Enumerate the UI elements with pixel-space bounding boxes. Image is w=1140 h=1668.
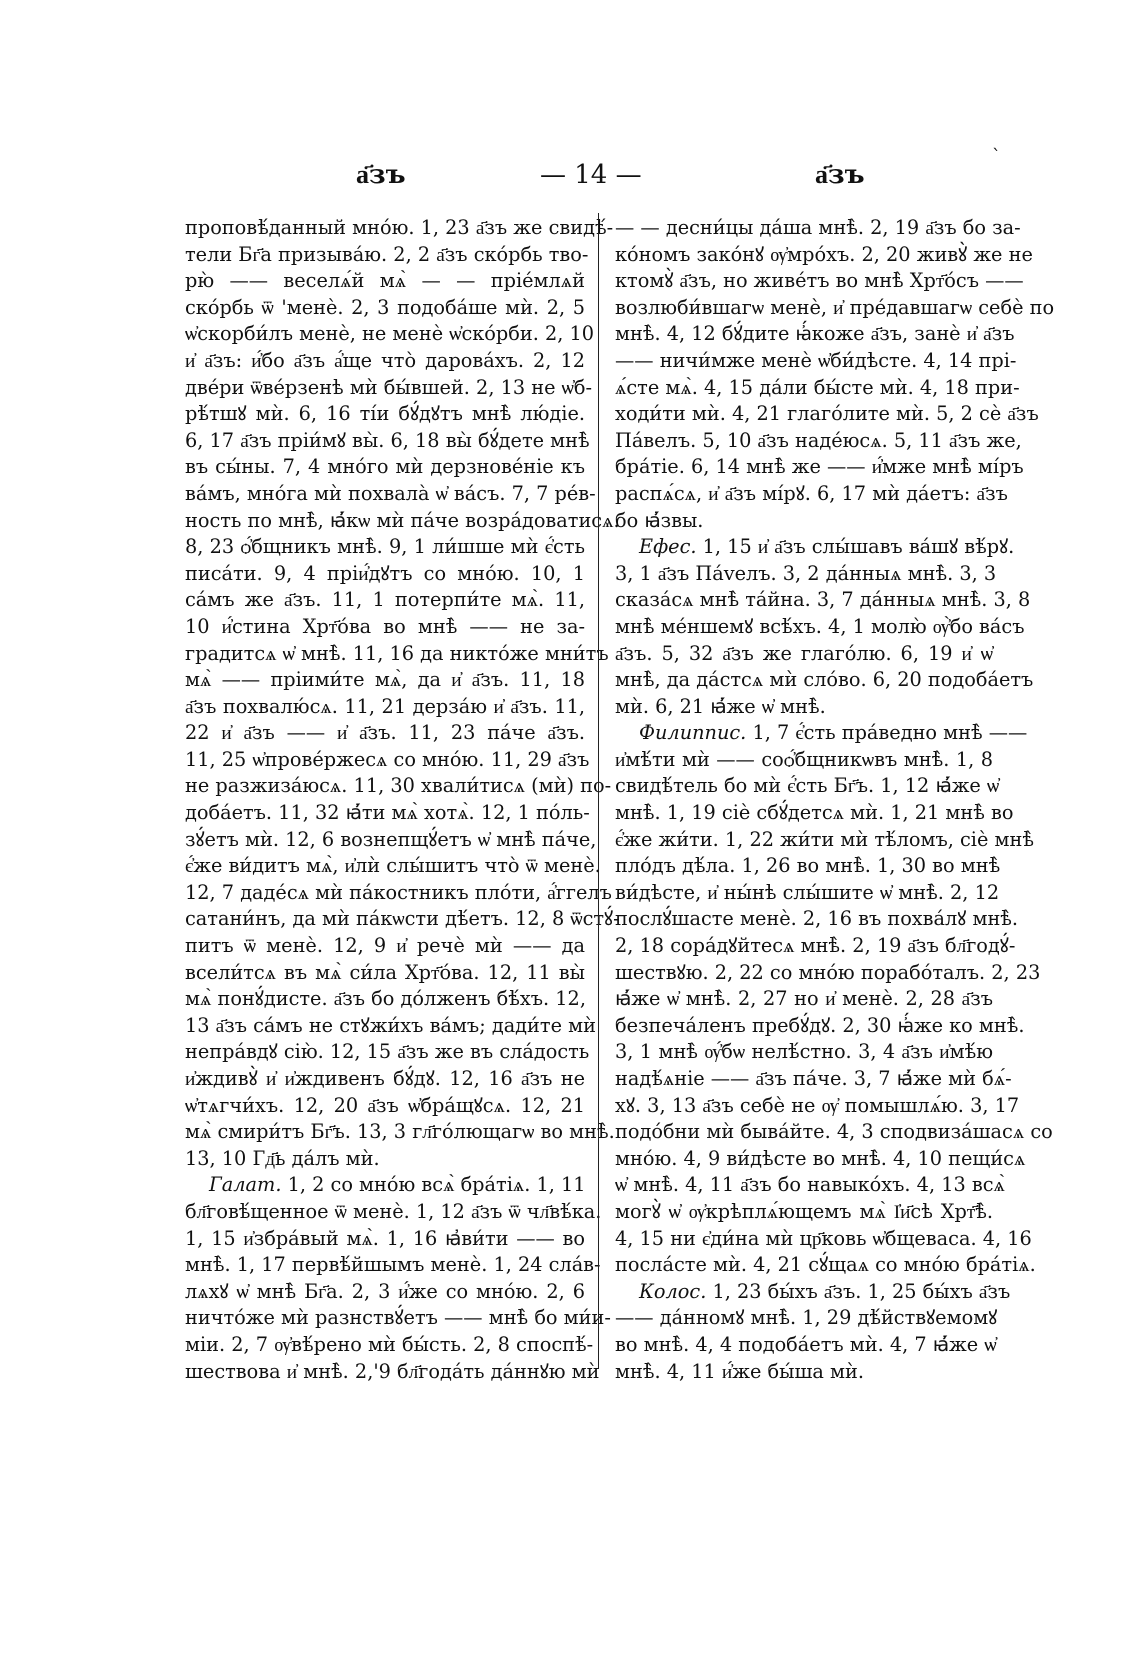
line-text: бра́тіе. 6, 14 мнѣ̀ же —— и҆́мже мнѣ̀ мі́ръ: [615, 455, 1024, 479]
running-headword-right: а҃зъ: [815, 160, 865, 190]
text-line: [185, 933, 585, 960]
line-text: ность по мнѣ̀, ꙗ҆́кѡ мѝ па́че возра́доватисѧ.: [185, 508, 620, 532]
line-text: бо ꙗ҆́звы.: [615, 508, 704, 532]
line-text: пло́дъ дѣ́ла. 1, 26 во мнѣ̀. 1, 30 во мнѣ̀: [615, 854, 1001, 878]
text-line: [615, 1039, 993, 1066]
line-text: мѧ̀ —— пріими́те мѧ̀, да и҆ а҃зъ. 11, 18: [185, 668, 585, 692]
text-line: [615, 1199, 993, 1226]
line-text: распѧ́сѧ, и҆ а҃зъ мі́рꙋ. 6, 17 мѝ да́етъ: а҃зъ: [615, 481, 1008, 505]
line-text: міи. 2, 7 ѹ҆вѣ́рено мѝ бы́сть. 2, 8 споспѣ́-: [185, 1332, 594, 1356]
text-line: [185, 880, 612, 907]
text-line: [185, 428, 590, 455]
line-text: мѧ̀ понꙋ́дисте. а҃зъ бо до́лженъ бѣ́хъ. 12,: [185, 987, 586, 1011]
left-column: [185, 215, 620, 1385]
line-text: послꙋ́шасте менѐ. 2, 16 въ похва́лꙋ мнѣ̀.: [615, 907, 1019, 931]
line-text: сказа́сѧ мнѣ̀ та́йна. 3, 7 да́нныѧ мнѣ̀. 3, 8: [615, 588, 1031, 612]
text-line: [615, 1119, 1053, 1146]
line-text: посла́сте мѝ. 4, 21 сꙋ́щаѧ со мно́ю бра́тіѧ.: [615, 1253, 1036, 1277]
text-line: [615, 1305, 998, 1332]
stray-mark: ˋ: [992, 146, 1001, 167]
text-line: [615, 880, 1000, 907]
text-line: [185, 242, 589, 269]
text-line: [185, 1199, 602, 1226]
text-line: [615, 667, 1034, 694]
text-line: [185, 1252, 601, 1279]
line-text: и҆мѣ́ти мѝ —— соѻ҆́бщникѡвъ мнѣ̀. 1, 8: [615, 747, 993, 771]
text-line: [615, 1093, 1020, 1120]
line-text: ꙗ҆́же ѡ҆ мнѣ̀. 2, 27 но и҆ менѐ. 2, 28 а҃зъ: [615, 987, 993, 1011]
text-line: [185, 508, 620, 535]
text-line: [185, 960, 585, 987]
line-text: хꙋ. 3, 13 а҃зъ себѐ не ѹ҆ помышлѧ́ю. 3, 17: [615, 1093, 1020, 1117]
line-text: ѡ҆скорби́лъ менѐ, не менѐ ѡ҆ско́рби. 2, 10: [185, 322, 595, 346]
line-text: рю̀ —— веселѧ́й мѧ̀ — — пріе́млѧй: [185, 269, 585, 293]
line-text: ничто́же мѝ разнствꙋ́етъ —— мнѣ̀ бо ми́и-: [185, 1306, 611, 1330]
line-text: градитсѧ ѡ҆ мнѣ̀. 11, 16 да никто́же мни́тъ: [185, 641, 609, 665]
line-text: ѡ҆тѧгчи́хъ. 12, 20 а҃зъ ѡ҆бра́щꙋсѧ. 12, 21: [185, 1093, 585, 1117]
text-line: [615, 375, 1020, 402]
line-text: є҆́же жи́ти. 1, 22 жи́ти мѝ тѣ́ломъ, сіѐ мнѣ̀: [615, 827, 1034, 851]
text-line: [615, 321, 1015, 348]
line-text: мнѣ̀ ме́ншемꙋ всѣ́хъ. 4, 1 молю̀ ѹ҆̀бо ва́съ: [615, 614, 1025, 638]
line-text: 10 и҆́стина Хрт҃о́ва во мнѣ̀ —— не за-: [185, 614, 585, 638]
line-text: 11, 25 ѡ҆прове́ржесѧ со мно́ю. 11, 29 а҃зъ: [185, 747, 590, 771]
line-text: подо́бни мѝ быва́йте. 4, 3 сподвиза́шасѧ со: [615, 1120, 1053, 1144]
line-text: лѧхꙋ ѡ҆ мнѣ̀ Бг҃а. 2, 3 и҆́же со мно́ю. 2, 6: [185, 1279, 585, 1303]
text-line: [185, 694, 585, 721]
text-line: [615, 1013, 1025, 1040]
text-line: [185, 641, 609, 668]
line-text: безпеча́ленъ пребꙋ́дꙋ. 2, 30 ꙗ҆́же ко мнѣ̀.: [615, 1013, 1025, 1037]
text-line: [185, 1305, 611, 1332]
line-text: ва́мъ, мно́га мѝ похвала̀ ѡ҆ ва́съ. 7, 7 ре́в-: [185, 481, 596, 505]
text-line: [615, 853, 1001, 880]
text-line: [615, 1066, 1012, 1093]
line-text: ви́дѣсте, и҆ ны́нѣ слы́шите ѡ҆ мнѣ̀. 2, 12: [615, 880, 1000, 904]
text-line: [185, 321, 595, 348]
line-text: —— ничи́мже менѐ ѡ҆би́дѣсте. 4, 14 прі-: [615, 348, 1017, 372]
line-text: возлюби́вшагѡ менѐ, и҆ пре́давшагѡ себѐ по: [615, 295, 1055, 319]
text-line: [185, 534, 585, 561]
text-line: [615, 1146, 1026, 1173]
text-line: [615, 1226, 1032, 1253]
text-line: [615, 800, 1014, 827]
line-text: во мнѣ̀. 4, 4 подоба́етъ мѝ. 4, 7 ꙗ҆́же ѡ҆: [615, 1332, 997, 1356]
line-text: 12, 7 даде́сѧ мѝ па́костникъ пло́ти, а҆́ггелъ: [185, 880, 612, 904]
text-line: [185, 853, 601, 880]
book-reference: Галат.: [209, 1173, 282, 1197]
book-reference: Колос.: [639, 1279, 707, 1303]
line-text: 1, 2 со мно́ю всѧ̀ бра́тіѧ. 1, 11: [287, 1173, 586, 1197]
text-line: [615, 454, 1024, 481]
line-text: мнѣ̀, да да́стсѧ мѝ сло́во. 6, 20 подоба́етъ: [615, 668, 1034, 692]
line-text: зꙋ́етъ мѝ. 12, 6 вознепщꙋ́етъ ѡ҆ мнѣ̀ па́че,: [185, 827, 597, 851]
line-text: доба́етъ. 11, 32 ꙗ҆́ти мѧ̀ хотѧ̀. 12, 1 по́ль-: [185, 801, 590, 825]
line-text: 1, 23 бы́хъ а҃зъ. 1, 25 бы́хъ а҃зъ: [712, 1279, 1011, 1303]
line-text: 6, 17 а҃зъ пріи́мꙋ вы̀. 6, 18 вы̀ бꙋ́дете мнѣ̀: [185, 428, 590, 452]
text-line: [615, 348, 1017, 375]
line-text: 13, 10 Гд҃ь да́лъ мѝ.: [185, 1146, 380, 1170]
line-text: и҆ а҃зъ: и҆́бо а҃зъ а҆́ще что̀ дарова́хъ. 2, 12: [185, 348, 585, 372]
line-text: шествꙋю. 2, 22 со мно́ю порабо́талъ. 2, 23: [615, 960, 1041, 984]
line-text: мнѣ̀. 1, 17 первѣ́йшымъ менѐ. 1, 24 сла́в-: [185, 1253, 601, 1277]
line-text: са́мъ же а҃зъ. 11, 1 потерпи́те мѧ̀. 11,: [185, 588, 585, 612]
text-line: [615, 933, 1016, 960]
text-line: [185, 747, 590, 774]
text-line: [615, 614, 1025, 641]
text-line: [185, 215, 614, 242]
line-text: — — десни́цы да́ша мнѣ̀. 2, 19 а҃зъ бо за-: [615, 216, 1021, 239]
text-line: [185, 561, 585, 588]
text-line: [185, 1359, 600, 1386]
text-line: [185, 1332, 594, 1359]
line-text: всели́тсѧ въ мѧ̀ си́ла Хрт҃о́ва. 12, 11 вы̀: [185, 960, 585, 984]
line-text: Па́велъ. 5, 10 а҃зъ наде́юсѧ. 5, 11 а҃зъ же,: [615, 428, 1022, 452]
line-text: бл҃говѣ́щенное ѿ менѐ. 1, 12 а҃зъ ѿ чл҃вѣ́ка.: [185, 1199, 602, 1223]
text-line: [615, 508, 993, 535]
text-line: [615, 1279, 1011, 1306]
text-line: [185, 1013, 596, 1040]
text-line: [185, 1226, 585, 1253]
text-line: [185, 614, 585, 641]
page-number: — 14 —: [540, 160, 642, 190]
line-text: две́ри ѿве́рзенѣ мѝ бы́вшей. 2, 13 не ѡ҆б-: [185, 375, 592, 399]
line-text: мнѣ̀. 4, 12 бꙋ́дите ꙗ҆́коже а҃зъ, занѐ и҆ а҃зъ: [615, 322, 1015, 346]
line-text: а҃зъ похвалю́сѧ. 11, 21 дерза́ю и҆ а҃зъ. 11,: [185, 694, 585, 718]
text-line: [185, 295, 585, 322]
text-line: [615, 534, 1015, 561]
line-text: рѣ́тшꙋ мѝ. 6, 16 ті́и бꙋ́дꙋтъ мнѣ̀ лю́діе.: [185, 402, 585, 426]
line-text: ходи́ти мѝ. 4, 21 глаго́лите мѝ. 5, 2 сѐ а҃зъ: [615, 402, 1039, 426]
text-line: [185, 1172, 585, 1199]
text-line: [615, 401, 1039, 428]
line-text: 1, 7 є҆́сть пра́ведно мнѣ̀ ——: [752, 721, 1028, 745]
text-line: [615, 641, 993, 668]
text-line: [185, 401, 585, 428]
text-line: [185, 986, 585, 1013]
text-line: [185, 1039, 590, 1066]
line-text: и҆ждивꙋ̀ и҆ и҆ждивенъ бꙋ́дꙋ. 12, 16 а҃зъ не: [185, 1067, 585, 1090]
line-text: ко́номъ зако́нꙋ ѹ҆мро́хъ. 2, 20 живꙋ̀ же не: [615, 242, 1033, 266]
line-text: 3, 1 а҃зъ Па́vелъ. 3, 2 да́нныѧ мнѣ̀. 3, 3: [615, 561, 997, 585]
text-line: [615, 773, 1000, 800]
text-line: [185, 587, 585, 614]
line-text: сатани́нъ, да мѝ па́кѡсти дѣ́етъ. 12, 8 ѿстꙋ́-: [185, 907, 620, 931]
text-line: [185, 375, 592, 402]
line-text: 2, 18 сора́дꙋйтесѧ мнѣ̀. 2, 19 а҃зъ бл҃годꙋ́-: [615, 934, 1016, 958]
text-line: [615, 1359, 993, 1386]
text-line: [185, 454, 585, 481]
right-column: [615, 215, 1055, 1385]
line-text: могꙋ̀ ѡ҆ ѹ҆крѣплѧ́ющемъ мѧ̀ І҆и҃сѣ Хрт҃ѣ̀.: [615, 1199, 993, 1223]
line-text: ѡ҆ мнѣ̀. 4, 11 а҃зъ бо навыко́хъ. 4, 13 всѧ̀: [615, 1173, 1005, 1197]
line-text: а҃зъ. 5, 32 а҃зъ же глаго́лю. 6, 19 и҆ ѡ҆: [615, 641, 993, 665]
running-headword-left: а҃зъ: [356, 160, 406, 190]
line-text: 13 а҃зъ са́мъ не стꙋжи́хъ ва́мъ; дади́те мѝ: [185, 1013, 596, 1037]
text-line: [615, 242, 1033, 269]
text-line: [185, 348, 585, 375]
text-line: [185, 1066, 585, 1093]
line-text: мѧ̀ смири́тъ Бг҃ъ. 13, 3 гл҃го́лющагѡ во мнѣ̀.: [185, 1120, 615, 1144]
line-text: мнѣ̀. 4, 11 и҆́же бы́ша мѝ.: [615, 1359, 864, 1383]
text-line: [185, 720, 585, 747]
line-text: писа́ти. 9, 4 пріи҆́дꙋтъ со мно́ю. 10, 1: [185, 561, 585, 585]
line-text: 4, 15 ни є҆ди́на мѝ цр҃ковь ѡ҆бщеваса. 4, 16: [615, 1226, 1032, 1250]
text-line: [185, 773, 612, 800]
line-text: —— да́нномꙋ мнѣ̀. 1, 29 дѣ́йствꙋемомꙋ: [615, 1306, 998, 1330]
text-line: [615, 428, 1022, 455]
text-line: [185, 268, 585, 295]
line-text: ѧ́сте мѧ̀. 4, 15 да́ли бы́сте мѝ. 4, 18 при-: [615, 375, 1020, 399]
text-line: [615, 295, 1055, 322]
text-line: [615, 747, 993, 774]
text-line: [615, 720, 1028, 747]
line-text: 8, 23 ѻ҆́бщникъ мнѣ̀. 9, 1 ли́шше мѝ є҆́сть: [185, 535, 585, 559]
text-line: [615, 694, 993, 721]
page-header: [0, 146, 1140, 200]
text-line: [615, 481, 1008, 508]
text-line: [615, 561, 997, 588]
text-line: [185, 1146, 585, 1173]
book-reference: Филиппис.: [639, 721, 747, 745]
text-line: [615, 268, 1024, 295]
text-line: [615, 1172, 1005, 1199]
text-line: [185, 667, 585, 694]
text-line: [185, 1279, 585, 1306]
line-text: тели Бг҃а призыва́ю. 2, 2 а҃зъ ско́рбь тво-: [185, 242, 589, 266]
line-text: мѝ. 6, 21 ꙗ҆́же ѡ҆ мнѣ̀.: [615, 694, 826, 718]
text-line: [185, 906, 620, 933]
column-divider: [598, 213, 599, 1369]
text-line: [615, 827, 1034, 854]
line-text: ско́рбь ѿ 'менѐ. 2, 3 подоба́ше мѝ. 2, 5: [185, 295, 585, 319]
text-line: [185, 800, 590, 827]
line-text: мнѣ̀. 1, 19 сіѐ сбꙋ́детсѧ мѝ. 1, 21 мнѣ̀ во: [615, 801, 1014, 825]
line-text: не разжиза́юсѧ. 11, 30 хвали́тисѧ (мѝ) по-: [185, 774, 612, 798]
text-line: [615, 960, 1041, 987]
book-reference: Ефес.: [639, 535, 697, 559]
line-text: ктомꙋ̀ а҃зъ, но живе́тъ во мнѣ̀ Хрт҃о́съ ——: [615, 269, 1024, 293]
line-text: проповѣ́данный мно́ю. 1, 23 а҃зъ же свидѣ́-: [185, 216, 614, 239]
text-line: [615, 906, 1019, 933]
line-text: шествова и҆ мнѣ̀. 2,'9 бл҃года́ть да́ннꙋю мѝ: [185, 1359, 600, 1383]
line-text: непра́вдꙋ сію̀. 12, 15 а҃зъ же въ сла́дость: [185, 1040, 590, 1064]
line-text: свидѣ́тель бо мѝ є҆́сть Бг҃ъ. 1, 12 ꙗ҆́же ѡ҆: [615, 774, 1000, 798]
line-text: въ сы́ны. 7, 4 мно́го мѝ дерзнове́ніе къ: [185, 455, 585, 479]
text-line: [185, 827, 597, 854]
text-line: [615, 215, 1021, 242]
line-text: 22 и҆ а҃зъ —— и҆ а҃зъ. 11, 23 па́че а҃зъ.: [185, 721, 585, 745]
text-line: [615, 1332, 997, 1359]
line-text: питъ ѿ менѐ. 12, 9 и҆ речѐ мѝ —— да: [185, 934, 585, 958]
text-line: [615, 587, 1031, 614]
text-line: [615, 1252, 1036, 1279]
text-line: [185, 1093, 585, 1120]
line-text: 1, 15 и҆ а҃зъ слы́шавъ ва́шꙋ вѣ́рꙋ.: [702, 535, 1015, 559]
line-text: є҆́же ви́дитъ мѧ̀, и҆лѝ слы́шитъ что̀ ѿ менѐ.: [185, 854, 601, 878]
line-text: 1, 15 и҆збра́вый мѧ̀. 1, 16 ꙗ҆ви́ти —— во: [185, 1226, 585, 1250]
text-line: [185, 481, 596, 508]
line-text: 3, 1 мнѣ̀ ѹ҆́бѡ нелѣ́стно. 3, 4 а҃зъ и҆мѣ́ю: [615, 1040, 993, 1064]
line-text: надѣ́ѧніе —— а҃зъ па́че. 3, 7 ꙗ҆́же мѝ бѧ́-: [615, 1067, 1012, 1090]
text-line: [615, 986, 993, 1013]
line-text: мно́ю. 4, 9 ви́дѣсте во мнѣ̀. 4, 10 пещи́сѧ: [615, 1146, 1026, 1170]
text-line: [185, 1119, 615, 1146]
